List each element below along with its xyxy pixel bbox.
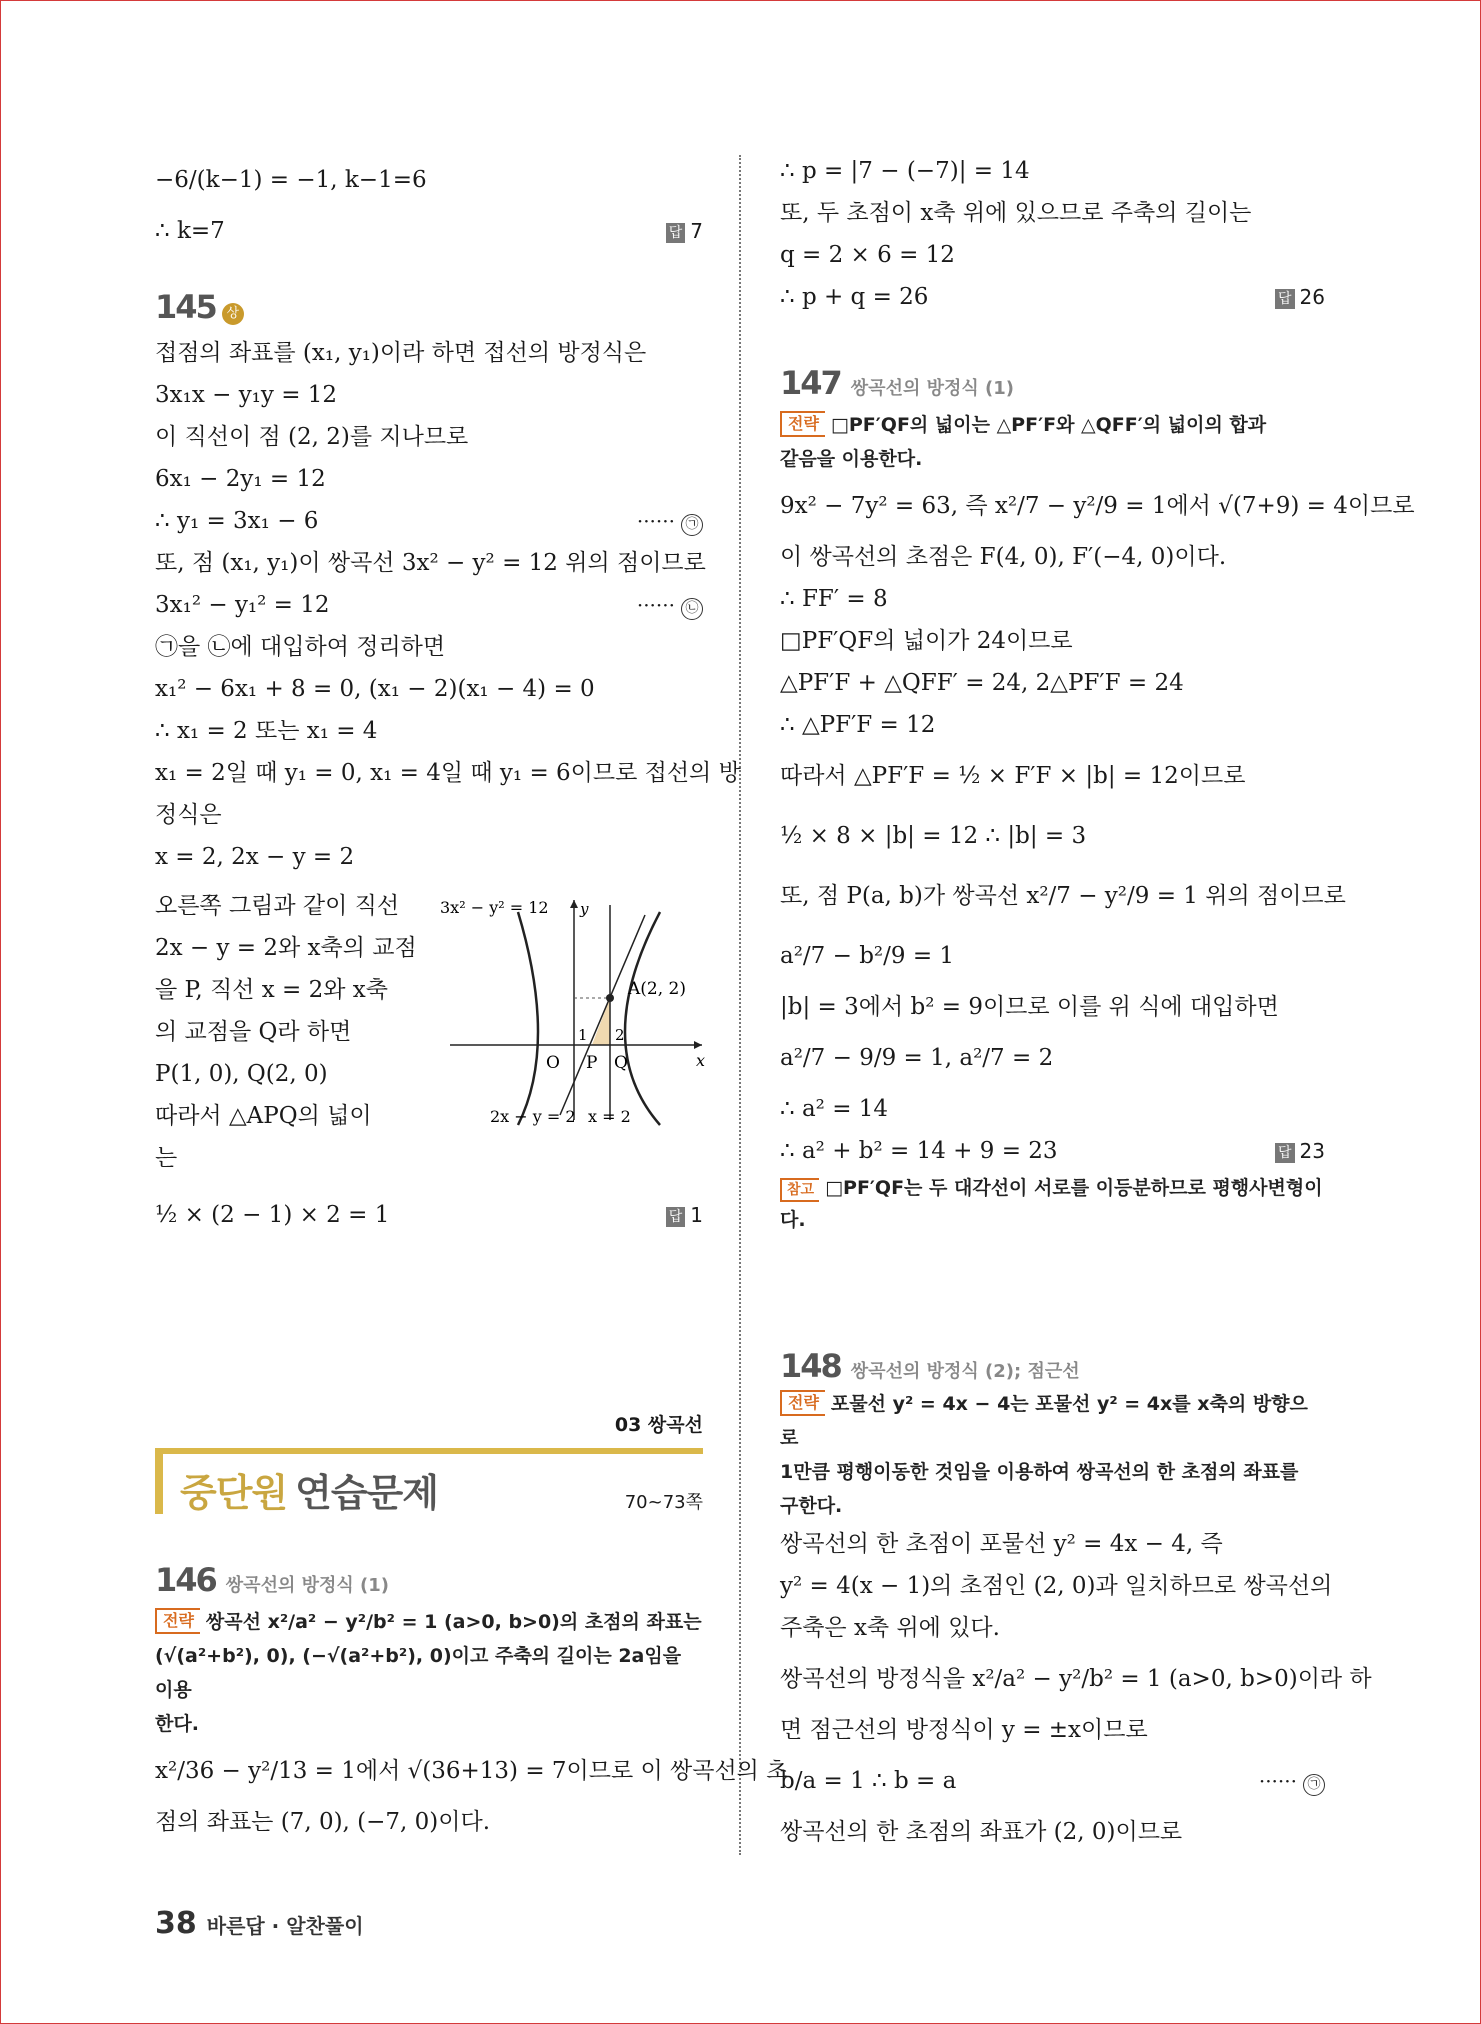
solution-line: 따라서 △PF′F = ½ × F′F × |b| = 12이므로 [780,763,1246,789]
solution-line: 또, 점 P(a, b)가 쌍곡선 x²/7 − y²/9 = 1 위의 점이므로 [780,883,1346,909]
label-1: 1 [578,1026,588,1044]
column-divider [739,155,741,1855]
line2-label: x = 2 [588,1107,631,1126]
solution-line: 점의 좌표는 (7, 0), (−7, 0)이다. [155,1809,491,1835]
solution-line: 면 점근선의 방정식이 y = ±x이므로 [780,1717,1148,1743]
equation-mark: ······ ㉠ [637,500,703,542]
equation-mark: ······ ㉡ [637,584,703,626]
solution-line: ∴ a² = 14 [780,1096,889,1122]
solution-line: 쌍곡선의 한 초점의 좌표가 (2, 0)이므로 [780,1819,1183,1845]
strategy-block: 전략 쌍곡선 x²/a² − y²/b² = 1 (a>0, b>0)의 초점의 좌표는 (√(a²+b²), 0), (−√(a²+b²), 0)이고 주축의 길이는 2a임을 이용 한다. [155,1605,703,1741]
line1-label: 2x − y = 2 [490,1107,576,1126]
point-a [606,994,614,1002]
problem-145-final [155,1185,703,1245]
hyperbola-graph [430,890,710,1130]
chapter-label: 03 쌍곡선 [614,1414,703,1436]
y-axis-arrow [570,900,578,908]
x-axis-label: x [696,1051,706,1070]
solution-line: ∴ y₁ = 3x₁ − 6 ······ ㉠ [155,500,703,542]
solution-line: x²/36 − y²/13 = 1에서 √(36+13) = 7이므로 이 쌍곡선의 초 [155,1758,789,1784]
section-pages: 70~73쪽 [624,1492,703,1513]
solution-line: 정식은 [155,802,222,828]
origin-label: O [546,1053,560,1073]
problem-148-header: 148 쌍곡선의 방정식 (2); 점근선 [780,1347,1080,1385]
point-p-label: P [586,1053,598,1073]
book-title: 바른답 · 알찬풀이 [206,1914,364,1938]
solution-line: y² = 4(x − 1)의 초점인 (2, 0)과 일치하므로 쌍곡선의 [780,1573,1333,1599]
solution-line: ∴ p = |7 − (−7)| = 14 [780,158,1030,184]
solution-line: 9x² − 7y² = 63, 즉 x²/7 − y²/9 = 1에서 √(7+9) = 4이므로 [780,493,1415,519]
solution-line: ∴ a² + b² = 14 + 9 = 23 답 23 [780,1130,1325,1172]
solution-line: x₁ = 2일 때 y₁ = 0, x₁ = 4일 때 y₁ = 6이므로 접선의 방 [155,760,741,786]
problem-147-header: 147 쌍곡선의 방정식 (1) [780,364,1015,402]
answer-label: 답 26 [1275,276,1325,318]
problem-146-header: 146 쌍곡선의 방정식 (1) [155,1561,390,1599]
x-axis-arrow [694,1041,702,1049]
solution-line: 주축은 x축 위에 있다. [780,1615,1000,1641]
solution-line: 는 [155,1145,178,1171]
strategy-tag: 전략 [155,1608,200,1634]
equation-mark: ······ ㉠ [1259,1751,1325,1811]
curve-label: 3x² − y² = 12 [440,898,549,917]
strategy-tag: 전략 [780,411,825,437]
solution-line: q = 2 × 6 = 12 [780,242,955,268]
solution-line: ∴ FF′ = 8 [780,586,888,612]
solution-line: 3x₁x − y₁y = 12 [155,382,338,408]
solution-line: 을 P, 직선 x = 2와 x축 [155,977,388,1003]
strategy-tag: 전략 [780,1390,825,1416]
solution-line: □PF′QF의 넓이가 24이므로 [780,628,1073,654]
page-footer [155,1906,364,1941]
solution-line: 이 쌍곡선의 초점은 F(4, 0), F′(−4, 0)이다. [780,544,1227,570]
problem-146 [155,1555,789,1843]
solution-line: 2x − y = 2와 x축의 교점 [155,935,417,961]
section-title: 중단원 연습문제 [180,1471,438,1515]
tangent-line-2x-y-2 [560,915,645,1115]
hyperbola-right-branch [625,912,660,1125]
difficulty-badge: 상 [222,303,244,325]
solution-line: 오른쪽 그림과 같이 직선 [155,893,400,919]
solution-line: a²/7 − 9/9 = 1, a²/7 = 2 [780,1045,1054,1071]
solution-line: x₁² − 6x₁ + 8 = 0, (x₁ − 2)(x₁ − 4) = 0 [155,676,595,702]
solution-line: 접점의 좌표를 (x₁, y₁)이라 하면 접선의 방정식은 [155,340,647,366]
note-block: 참고 □PF′QF는 두 대각선이 서로를 이등분하므로 평행사변형이 다. [780,1177,1323,1231]
solution-line: ㉠을 ㉡에 대입하여 정리하면 [155,634,446,660]
point-q-label: Q [614,1053,628,1073]
solution-line: 쌍곡선의 방정식을 x²/a² − y²/b² = 1 (a>0, b>0)이라 하 [780,1666,1372,1692]
solution-line: 또, 점 (x₁, y₁)이 쌍곡선 3x² − y² = 12 위의 점이므로 [155,550,706,576]
point-a-label: A(2, 2) [628,979,686,999]
note-tag: 참고 [780,1178,819,1202]
solution-line: 3x₁² − y₁² = 12 ······ ㉡ [155,584,703,626]
strategy-block: 전략 포물선 y² = 4x − 4는 포물선 y² = 4x를 x축의 방향으로 1만큼 평행이동한 것임을 이용하여 쌍곡선의 한 초점의 좌표를 구한다. [780,1387,1325,1523]
section-bar [155,1448,703,1454]
solution-line: |b| = 3에서 b² = 9이므로 이를 위 식에 대입하면 [780,994,1279,1020]
solution-line: 6x₁ − 2y₁ = 12 [155,466,326,492]
left-column [155,150,741,878]
page-number: 38 [155,1906,197,1941]
solution-line: 쌍곡선의 한 초점이 포물선 y² = 4x − 4, 즉 [780,1531,1223,1557]
solution-line: 따라서 △APQ의 넓이 [155,1103,372,1129]
solution-line: △PF′F + △QFF′ = 24, 2△PF′F = 24 [780,670,1184,696]
solution-line: a²/7 − b²/9 = 1 [780,943,955,969]
solution-line: b/a = 1 ∴ b = a ······ ㉠ [780,1751,1325,1811]
right-column [780,150,1415,1236]
solution-line: ∴ △PF′F = 12 [780,712,936,738]
solution-line: −6/(k−1) = −1, k−1=6 [155,167,427,193]
solution-line: ½ × (2 − 1) × 2 = 1 답 1 [155,1185,703,1245]
strategy-block: 전략 □PF′QF의 넓이는 △PF′F와 △QFF′의 넓이의 합과 같음을 이용한다. [780,408,1325,476]
solution-line: ∴ x₁ = 2 또는 x₁ = 4 [155,718,378,744]
label-2: 2 [615,1026,625,1044]
solution-line: ½ × 8 × |b| = 12 ∴ |b| = 3 [780,823,1087,849]
hyperbola-left-branch [518,912,538,1125]
solution-line: ∴ k=7 답 7 [155,210,703,252]
solution-line: ∴ p + q = 26 답 26 [780,276,1325,318]
solution-line: 또, 두 초점이 x축 위에 있으므로 주축의 길이는 [780,200,1252,226]
answer-label: 답 1 [666,1185,703,1245]
y-axis-label: y [580,900,589,918]
solution-line: x = 2, 2x − y = 2 [155,844,355,870]
solution-line: P(1, 0), Q(2, 0) [155,1061,328,1087]
problem-148 [780,1345,1372,1853]
answer-label: 답 7 [666,210,703,252]
solution-line: 의 교점을 Q라 하면 [155,1019,352,1045]
answer-label: 답 23 [1275,1130,1325,1172]
solution-line: 이 직선이 점 (2, 2)를 지나므로 [155,424,469,450]
problem-145-header: 145 상 [155,282,703,332]
figure-description [155,885,415,1179]
